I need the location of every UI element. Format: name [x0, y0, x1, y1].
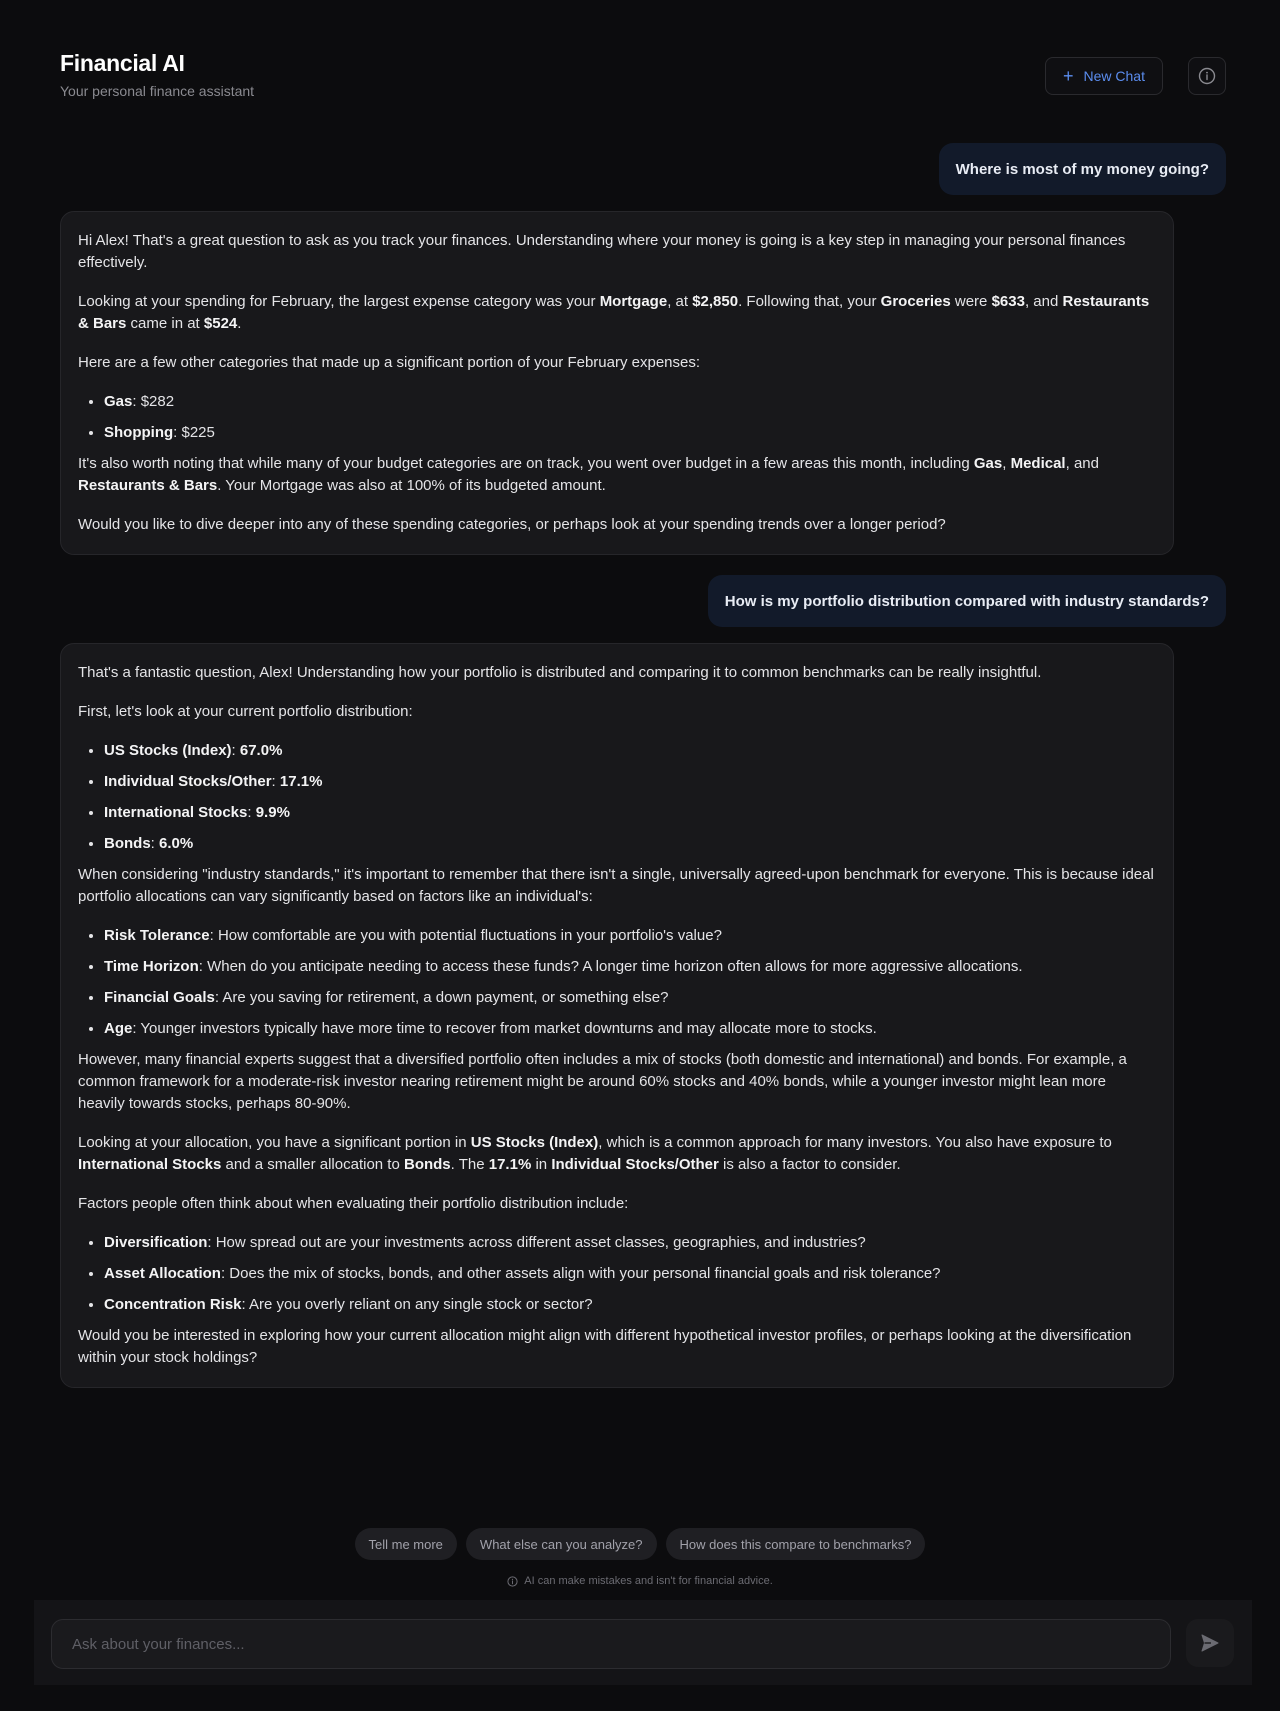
- disclaimer: [0, 1575, 1280, 1587]
- suggestion-chip[interactable]: What else can you analyze?: [466, 1528, 657, 1560]
- info-icon: [1198, 67, 1216, 85]
- list-item: • International Stocks: 9.9%: [104, 802, 1156, 824]
- list-item: • Shopping: $225: [104, 422, 1156, 444]
- app-title: Financial AI: [60, 50, 185, 76]
- message-paragraph: Looking at your spending for February, the largest expense category was your Mortgage, at $2,850. Following that, your Groceries were $633, and Restaurants & Bars came in at $524.: [78, 293, 1150, 332]
- message-paragraph: Would you like to dive deeper into any of these spending categories, or perhaps look at your spending trends over a longer period?: [78, 516, 946, 533]
- expense-list: [78, 391, 1156, 444]
- suggestion-chip[interactable]: Tell me more: [355, 1528, 457, 1560]
- allocation-list: [78, 740, 1156, 855]
- message-paragraph: Here are a few other categories that made up a significant portion of your February expenses:: [78, 354, 701, 371]
- message-paragraph: When considering "industry standards," it's important to remember that there isn't a single, universally agreed-upon benchmark for everyone. This is because ideal portfolio allocations can vary significantly based on factors like an individual's:: [78, 866, 1154, 905]
- info-button[interactable]: [1188, 57, 1226, 95]
- chat-input[interactable]: [51, 1619, 1171, 1669]
- send-button[interactable]: [1186, 1619, 1234, 1667]
- disclaimer-text: AI can make mistakes and isn't for financial advice.: [524, 1575, 773, 1587]
- list-item: • Bonds: 6.0%: [104, 833, 1156, 855]
- list-item: • Risk Tolerance: How comfortable are you with potential fluctuations in your portfolio's value?: [104, 925, 1156, 947]
- app-subtitle: Your personal finance assistant: [60, 83, 255, 99]
- list-item: • Diversification: How spread out are your investments across different asset classes, geographies, and industries?: [104, 1232, 1156, 1254]
- app-header: [60, 50, 1226, 100]
- new-chat-label: New Chat: [1083, 68, 1145, 84]
- suggestion-chip[interactable]: How does this compare to benchmarks?: [666, 1528, 926, 1560]
- send-icon: [1200, 1633, 1220, 1653]
- message-paragraph: Looking at your allocation, you have a significant portion in US Stocks (Index), which is a common approach for many investors. You also have exposure to International Stocks and a smaller allocation to Bonds. The 17.1% in Individual Stocks/Other is also a factor to consider.: [78, 1134, 1112, 1173]
- user-message: How is my portfolio distribution compared with industry standards?: [708, 575, 1226, 627]
- list-item: • US Stocks (Index): 67.0%: [104, 740, 1156, 762]
- message-paragraph: Would you be interested in exploring how your current allocation might align with different hypothetical investor profiles, or perhaps looking at the diversification within your stock holdings?: [78, 1327, 1132, 1366]
- composer: [34, 1600, 1252, 1685]
- message-paragraph: It's also worth noting that while many of your budget categories are on track, you went over budget in a few areas this month, including Gas, Medical, and Restaurants & Bars. Your Mortgage was also at 100% of its budgeted amount.: [78, 455, 1099, 494]
- message-paragraph: First, let's look at your current portfolio distribution:: [78, 703, 413, 720]
- user-message: Where is most of my money going?: [939, 143, 1226, 195]
- suggestion-chips: [0, 1528, 1280, 1560]
- plus-icon: +: [1063, 66, 1074, 86]
- message-paragraph: Factors people often think about when evaluating their portfolio distribution include:: [78, 1195, 629, 1212]
- assistant-message: [60, 643, 1174, 1388]
- list-item: • Age: Younger investors typically have more time to recover from market downturns and may allocate more to stocks.: [104, 1018, 1156, 1040]
- new-chat-button[interactable]: [1045, 57, 1163, 95]
- message-paragraph: Hi Alex! That's a great question to ask as you track your finances. Understanding where your money is going is a key step in managing your personal finances effectively.: [78, 232, 1126, 271]
- list-item: • Asset Allocation: Does the mix of stocks, bonds, and other assets align with your personal financial goals and risk tolerance?: [104, 1263, 1156, 1285]
- message-paragraph: That's a fantastic question, Alex! Understanding how your portfolio is distributed and comparing it to common benchmarks can be really insightful.: [78, 664, 1042, 681]
- message-paragraph: However, many financial experts suggest that a diversified portfolio often includes a mix of stocks (both domestic and international) and bonds. For example, a common framework for a moderate-risk investor nearing retirement might be around 60% stocks and 40% bonds, while a younger investor might lean more heavily towards stocks, perhaps 80-90%.: [78, 1051, 1127, 1112]
- list-item: • Time Horizon: When do you anticipate needing to access these funds? A longer time horizon often allows for more aggressive allocations.: [104, 956, 1156, 978]
- info-icon: [507, 1576, 518, 1587]
- consideration-list: [78, 1232, 1156, 1316]
- list-item: • Individual Stocks/Other: 17.1%: [104, 771, 1156, 793]
- assistant-message: [60, 211, 1174, 555]
- list-item: • Gas: $282: [104, 391, 1156, 413]
- factor-list: [78, 925, 1156, 1040]
- list-item: • Financial Goals: Are you saving for retirement, a down payment, or something else?: [104, 987, 1156, 1009]
- list-item: • Concentration Risk: Are you overly reliant on any single stock or sector?: [104, 1294, 1156, 1316]
